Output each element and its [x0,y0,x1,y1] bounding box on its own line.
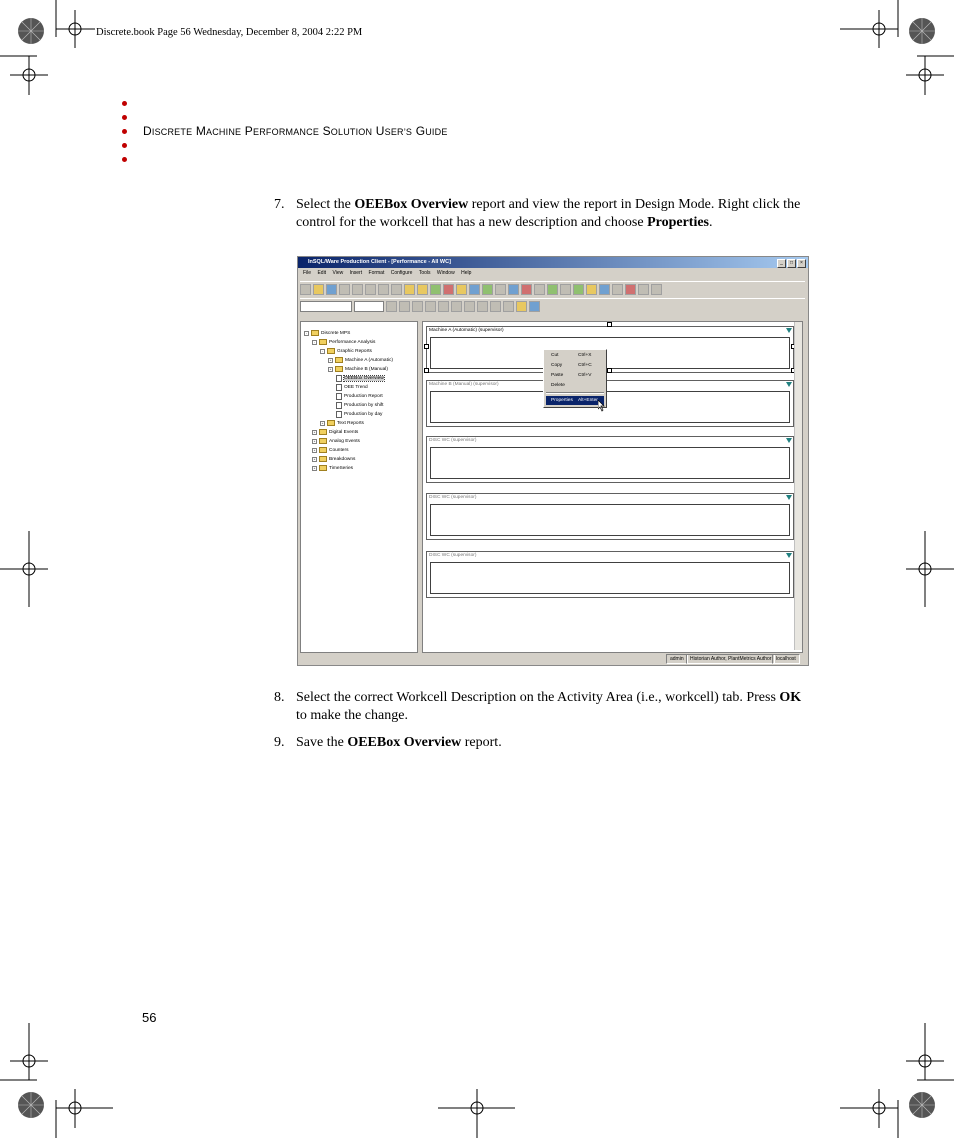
tool-icon[interactable] [534,284,545,295]
bullet-dot [122,101,127,106]
align-right-icon[interactable] [451,301,462,312]
align-center-icon[interactable] [438,301,449,312]
maximize-button[interactable]: □ [787,259,796,268]
expand-icon[interactable]: + [313,429,316,434]
menu-tools[interactable]: Tools [418,270,431,276]
redo-icon[interactable] [391,284,402,295]
close-button[interactable]: × [797,259,806,268]
workcell-control[interactable]: Machine B (Manual) (supervisor) [426,380,794,427]
tree-item[interactable]: OEE Trend [336,384,368,391]
step-text: Select the OEEBox Overview report and view the report in Design Mode. Right click the control for the workcell that has a new description and choose Properties. [296,197,801,230]
menu-configure[interactable]: Configure [390,270,413,276]
align-left-icon[interactable] [425,301,436,312]
italic-icon[interactable] [399,301,410,312]
paste-icon[interactable] [365,284,376,295]
tree-item[interactable]: + Machine A (Automatic) [329,357,393,363]
menu-bar [298,269,808,278]
context-menu-delete[interactable]: Delete [551,383,565,388]
control-body [430,337,790,369]
menu-window[interactable]: Window [436,270,455,276]
step-number: 9. [274,735,285,750]
bullet-dot [122,129,127,134]
tool-icon[interactable] [638,284,649,295]
context-menu-copy[interactable]: Copy Ctrl+C [551,363,592,368]
bold-icon[interactable] [386,301,397,312]
new-icon[interactable] [300,284,311,295]
undo-icon[interactable] [378,284,389,295]
control-body [430,504,790,536]
report-icon [336,411,342,418]
tool-icon[interactable] [560,284,571,295]
collapse-icon[interactable]: - [306,330,307,335]
bullet-dot [122,143,127,148]
underline-icon[interactable] [412,301,423,312]
tool-icon[interactable] [503,301,514,312]
tool-icon[interactable] [464,301,475,312]
step-text: Save the OEEBox Overview report. [296,735,502,750]
report-icon [336,384,342,391]
tool-icon[interactable] [516,301,527,312]
tree-item[interactable]: - Performance Analysis [314,339,376,345]
menu-file[interactable]: File [303,270,312,276]
tool-icon[interactable] [586,284,597,295]
vertical-scrollbar[interactable] [794,322,802,650]
report-tree-panel [300,321,418,653]
expand-icon[interactable]: + [313,465,316,470]
tool-icon[interactable] [456,284,467,295]
folder-icon [319,447,327,453]
bullet-dot [122,115,127,120]
filter-icon[interactable] [786,553,792,558]
production-client-screenshot [297,256,809,666]
tool-icon[interactable] [477,301,488,312]
tool-icon[interactable] [651,284,662,295]
save-icon[interactable] [326,284,337,295]
format-toolbar [300,298,805,314]
tool-icon[interactable] [625,284,636,295]
expand-icon[interactable]: + [329,366,332,371]
tool-icon[interactable] [573,284,584,295]
cut-icon[interactable] [339,284,350,295]
selection-handle[interactable] [607,322,612,327]
workcell-control[interactable]: DISC WC (supervisor) [426,436,794,483]
collapse-icon[interactable]: - [322,348,323,353]
menu-help[interactable]: Help [461,270,472,276]
tree-item[interactable]: + Counters [313,447,349,453]
status-user: admin [666,654,688,664]
tree-item[interactable]: + TimeSeries [313,465,354,471]
copy-icon[interactable] [352,284,363,295]
tree-item[interactable]: Production by shift [336,402,383,409]
bullet-dot [122,157,127,162]
filter-icon[interactable] [786,382,792,387]
tool-icon[interactable] [495,284,506,295]
tree-item[interactable]: + Digital Events [313,429,359,435]
folder-icon [327,420,335,426]
font-combo[interactable] [300,301,352,312]
tool-icon[interactable] [521,284,532,295]
window-titlebar [298,257,808,268]
report-icon [336,375,342,382]
expand-icon[interactable]: + [321,420,324,425]
folder-icon [327,348,335,354]
collapse-icon[interactable]: - [314,339,315,344]
tool-icon[interactable] [612,284,623,295]
tool-icon[interactable] [547,284,558,295]
mouse-cursor-icon [598,400,606,412]
context-menu-cut[interactable]: Cut Ctrl+X [551,353,592,358]
open-icon[interactable] [313,284,324,295]
tree-item[interactable]: - Discrete MPS [306,330,351,336]
folder-icon [311,330,319,336]
tree-item[interactable]: + Text Reports [321,420,364,426]
step-number: 7. [274,197,285,212]
tool-icon[interactable] [443,284,454,295]
report-icon [336,393,342,400]
menu-format[interactable]: Format [368,270,385,276]
selection-handle[interactable] [424,368,429,373]
folder-icon [319,339,327,345]
tree-item[interactable]: + Breakdowns [313,456,356,462]
page-number: 56 [142,1010,157,1025]
folder-icon [319,465,327,471]
selection-handle[interactable] [424,344,429,349]
tool-icon[interactable] [417,284,428,295]
status-roles: Historian Author, PlantMetrics Author [686,654,775,664]
expand-icon[interactable]: + [329,357,332,362]
expand-icon[interactable]: + [313,456,316,461]
size-combo[interactable] [354,301,384,312]
tool-icon[interactable] [482,284,493,295]
tree-item[interactable]: Production by day [336,411,382,418]
folder-icon [319,456,327,462]
tool-icon[interactable] [490,301,501,312]
tree-item[interactable]: - Graphic Reports [322,348,372,354]
tool-icon[interactable] [404,284,415,295]
status-server: localhost [772,654,800,664]
workcell-control[interactable]: Machine A (Automatic) (supervisor) [426,326,794,373]
menu-view[interactable]: View [332,270,344,276]
report-icon [336,402,342,409]
tree-item[interactable]: + Machine B (Manual) [329,366,388,372]
filter-icon[interactable] [786,438,792,443]
tool-icon[interactable] [508,284,519,295]
tool-icon[interactable] [529,301,540,312]
folder-icon [319,429,327,435]
file-info-header: Discrete.book Page 56 Wednesday, December 8, 2004 2:22 PM [96,27,363,38]
tree-item-oeebox-overview[interactable]: OEEBox Overview [336,375,384,382]
minimize-button[interactable]: _ [777,259,786,268]
window-title: InSQL/Ware Production Client - [Performance - All WC] [308,259,451,265]
context-menu-properties[interactable]: Properties Alt+Enter [546,396,604,405]
tool-icon[interactable] [430,284,441,295]
standard-toolbar [300,281,805,297]
menu-edit[interactable]: Edit [317,270,327,276]
folder-icon [335,357,343,363]
context-menu-paste[interactable]: Paste Ctrl+V [551,373,592,378]
workcell-control[interactable]: DISC WC (supervisor) [426,551,794,598]
control-body [430,391,790,423]
section-title: DISCRETE MACHINE PERFORMANCE SOLUTION USER’S GUIDE [143,124,448,138]
step-number: 8. [274,690,285,705]
control-body [430,562,790,594]
selection-handle[interactable] [607,368,612,373]
step-text: Select the correct Workcell Description on the Activity Area (i.e., workcell) tab. Press OK to make the change. [296,690,802,723]
filter-icon[interactable] [786,495,792,500]
status-bar [298,653,808,664]
menu-insert[interactable]: Insert [349,270,363,276]
expand-icon[interactable]: + [313,438,316,443]
tree-item[interactable]: Production Report [336,393,383,400]
folder-icon [319,438,327,444]
report-design-area [422,321,803,653]
filter-icon[interactable] [786,328,792,333]
tool-icon[interactable] [599,284,610,295]
tool-icon[interactable] [469,284,480,295]
menu-separator [546,392,604,394]
folder-icon [335,366,343,372]
workcell-control[interactable]: DISC WC (supervisor) [426,493,794,540]
control-body [430,447,790,479]
expand-icon[interactable]: + [313,447,316,452]
tree-item[interactable]: + Analog Events [313,438,360,444]
